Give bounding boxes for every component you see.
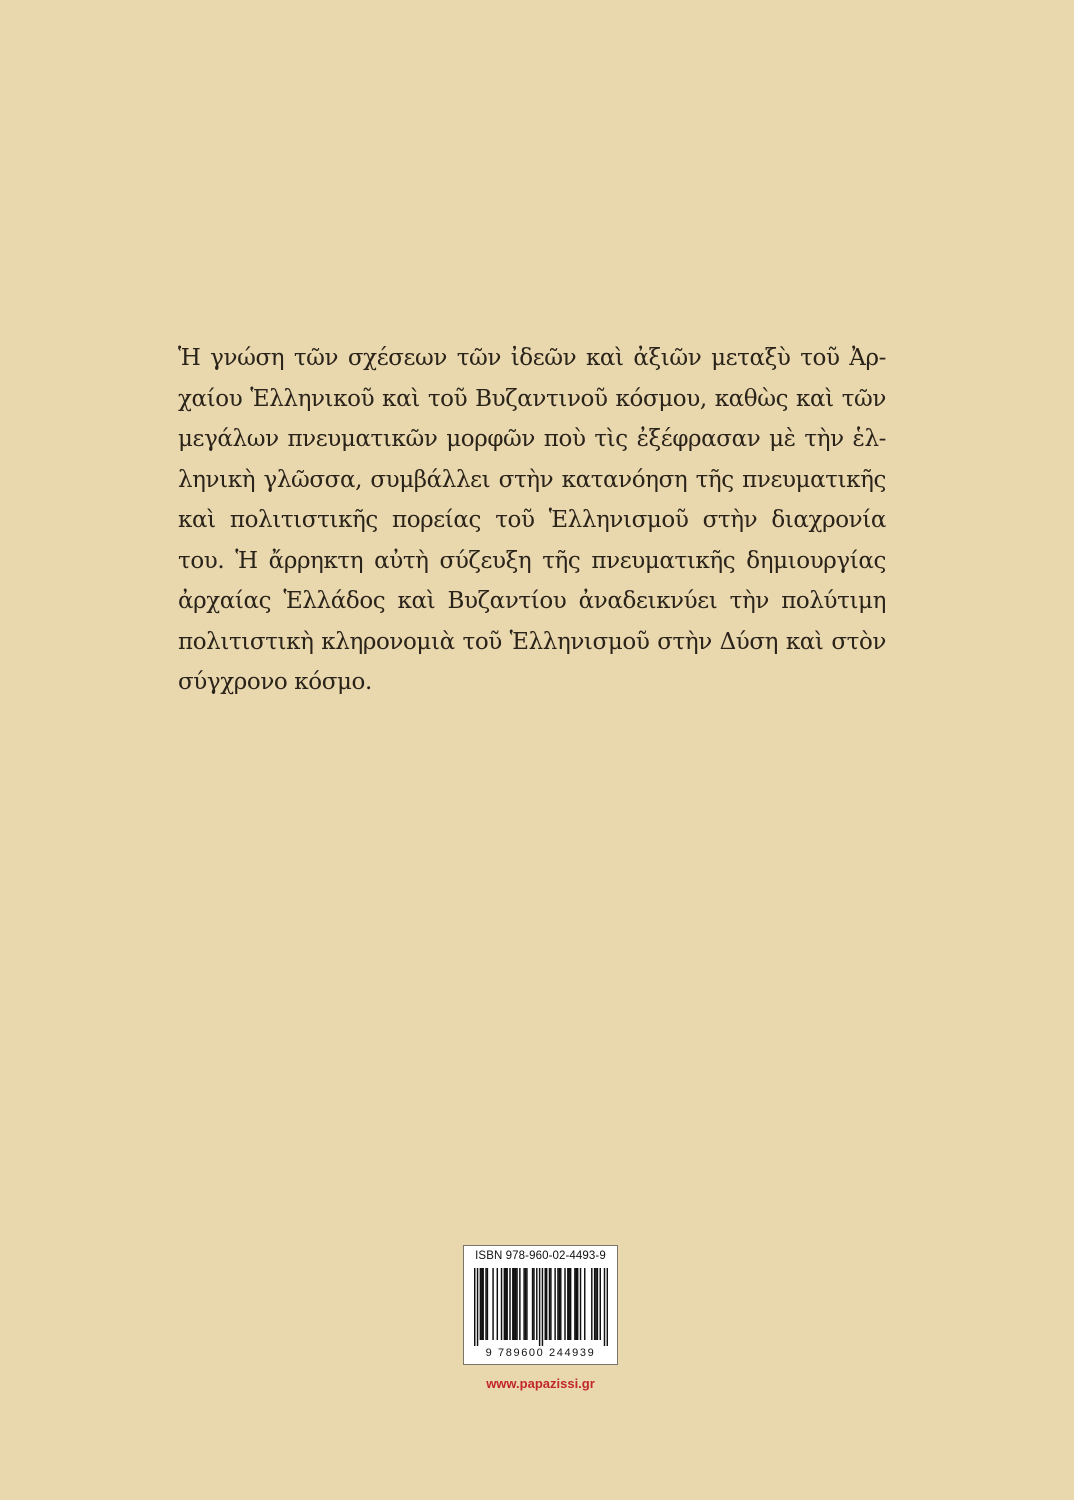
barcode-bar [501,1268,502,1340]
barcode-bar [497,1268,498,1340]
barcode-bar [480,1268,481,1340]
barcode-bar [576,1268,577,1340]
barcode-bar [559,1268,560,1340]
barcode-bar [554,1268,555,1340]
barcode-bar [526,1268,527,1340]
barcode-bar [525,1268,526,1340]
barcode-bar [549,1268,550,1340]
barcode-bar [515,1268,516,1340]
barcode-bar [584,1268,585,1340]
barcode-bar [506,1268,507,1340]
barcode-bar [546,1268,547,1340]
barcode-image [474,1268,608,1346]
barcode-bar [570,1268,571,1340]
blurb-line: ληνικὴ γλῶσσα, συμβάλλει στὴν κατανόηση τῆς πνευματικῆς [178,466,886,493]
blurb-line: χαίου Ἑλληνικοῦ καὶ τοῦ Βυζαντινοῦ κόσμου, καθὼς καὶ τῶν [178,385,886,412]
barcode-digits: 9 789600 244939 [485,1347,596,1359]
barcode-bar [536,1268,537,1340]
barcode-bar [569,1268,570,1340]
barcode-bar [591,1268,592,1340]
barcode-bar [560,1268,561,1340]
barcode-bar [595,1268,596,1340]
barcode-bar [474,1268,475,1346]
back-cover-blurb [178,338,886,703]
barcode-bar [485,1268,486,1340]
barcode-bar [492,1268,493,1340]
blurb-line: καὶ πολιτιστικῆς πορείας τοῦ Ἑλληνισμοῦ στὴν διαχρονία [178,507,886,533]
barcode-bar [509,1268,510,1340]
barcode-bar [597,1268,598,1340]
barcode-bar [539,1268,540,1346]
barcode-bar [564,1268,565,1340]
blurb-line: μεγάλων πνευματικῶν μορφῶν ποὺ τὶς ἐξέφρασαν μὲ τὴν ἑλ- [178,426,886,452]
blurb-line: του. Ἡ ἄρρηκτη αὐτὴ σύζευξη τῆς πνευματικῆς δημιουργίας [178,547,886,574]
barcode-bar [513,1268,514,1340]
barcode-bar [533,1268,534,1340]
barcode-bar [580,1268,581,1340]
barcode-bar [607,1268,608,1346]
barcode-bar [600,1268,601,1340]
blurb-line: σύγχρονο κόσμο. [178,669,372,695]
barcode-bar [504,1268,505,1340]
barcode-bar [567,1268,568,1340]
publisher-website-link[interactable]: www.papazissi.gr [486,1376,595,1391]
barcode-bar [523,1268,524,1340]
barcode-bar [574,1268,575,1340]
barcode-bar [519,1268,520,1340]
isbn-label: ISBN 978-960-02-4493-9 [475,1250,606,1262]
barcode-bar [482,1268,483,1340]
blurb-line: πολιτιστικὴ κληρονομιὰ τοῦ Ἑλληνισμοῦ στὴν Δύση καὶ στὸν [178,628,886,655]
barcode-bar [477,1268,478,1346]
barcode-bar [516,1268,517,1340]
blurb-line: ἀρχαίας Ἑλλάδος καὶ Βυζαντίου ἀναδεικνύει τὴν πολύτιμη [178,588,886,614]
barcode-bar [512,1268,513,1340]
barcode-bar [487,1268,488,1340]
barcode-bar [532,1268,533,1340]
isbn-barcode-box [463,1245,618,1365]
barcode-bar [604,1268,605,1346]
barcode-bar [481,1268,482,1340]
barcode-bar [542,1268,543,1346]
barcode-bar [550,1268,551,1340]
barcode-bar [577,1268,578,1340]
barcode-bar [505,1268,506,1340]
barcode-bar [545,1268,546,1340]
blurb-line: Ἡ γνώση τῶν σχέσεων τῶν ἰδεῶν καὶ ἀξιῶν μεταξὺ τοῦ Ἀρ- [178,345,886,371]
barcode-bar [594,1268,595,1340]
barcode-bar [557,1268,558,1340]
